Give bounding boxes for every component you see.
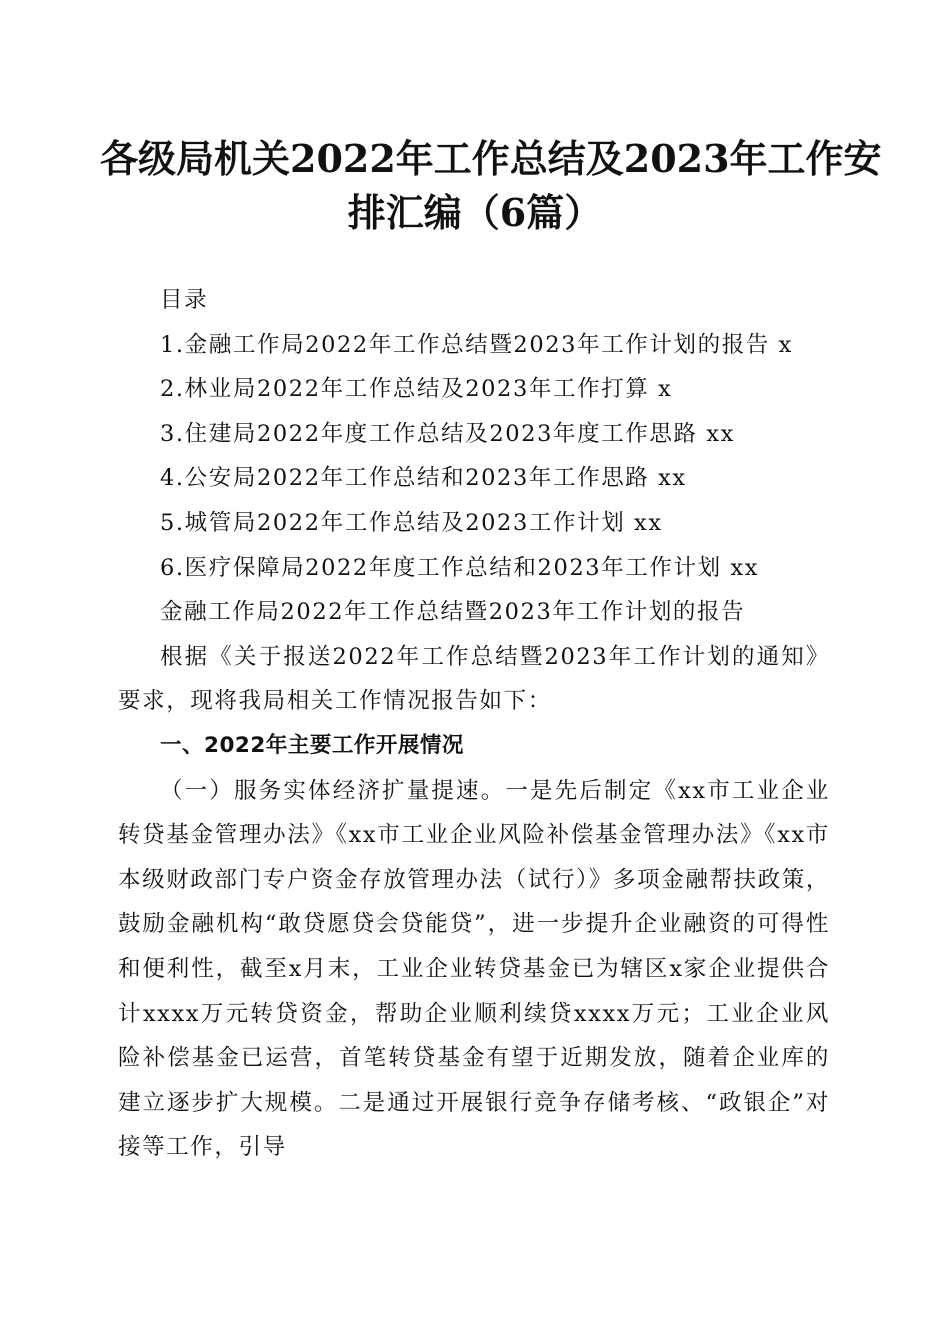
toc-item: 5.城管局2022年工作总结及2023工作计划 xx xyxy=(160,509,663,536)
toc-item: 1.金融工作局2022年工作总结暨2023年工作计划的报告 x xyxy=(160,331,793,358)
toc-item: 6.医疗保障局2022年度工作总结和2023年工作计划 xx xyxy=(160,554,760,581)
document-body xyxy=(118,278,830,1170)
toc-item: 2.林业局2022年工作总结及2023年工作打算 x xyxy=(160,376,673,403)
intro-paragraph: 根据《关于报送2022年工作总结暨2023年工作计划的通知》要求，现将我局相关工作情况报告如下： xyxy=(118,643,830,715)
toc-label: 目录 xyxy=(160,287,209,313)
body-paragraph: （一）服务实体经济扩量提速。一是先后制定《xx市工业企业转贷基金管理办法》《xx市工业企业风险补偿基金管理办法》《xx市本级财政部门专户资金存放管理办法（试行）》多项金融帮扶政策，鼓励金融机构“敢贷愿贷会贷能贷”，进一步提升企业融资的可得性和便利性，截至x月末，工业企业转贷基金已为辖区x家企业提供合计xxxx万元转贷资金，帮助企业顺利续贷xxxx万元；工业企业风险补偿基金已运营，首笔转贷基金有望于近期发放，随着企业库的建立逐步扩大规模。二是通过开展银行竞争存储考核、“政银企”对接等工作，引导 xyxy=(118,777,830,1161)
toc-item: 3.住建局2022年度工作总结及2023年度工作思路 xx xyxy=(160,420,735,447)
section-title: 金融工作局2022年工作总结暨2023年工作计划的报告 xyxy=(160,599,746,626)
title-line-2: 排汇编（6篇） xyxy=(347,190,603,235)
toc-item: 4.公安局2022年工作总结和2023年工作思路 xx xyxy=(160,465,687,492)
title-line-1: 各级局机关2022年工作总结及2023年工作安 xyxy=(100,136,882,181)
heading-1: 一、2022年主要工作开展情况 xyxy=(160,732,464,758)
document-title xyxy=(100,132,882,240)
